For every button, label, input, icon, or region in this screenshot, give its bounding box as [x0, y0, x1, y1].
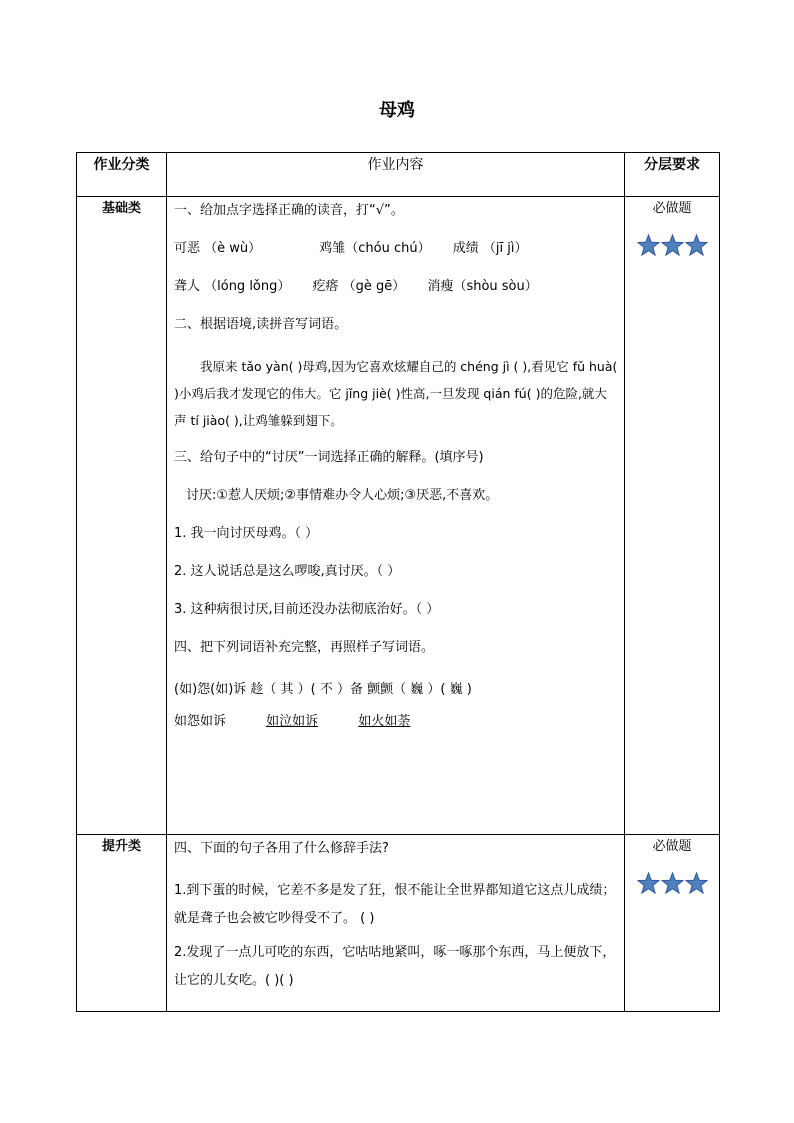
q3-item-3: 3. 这种病很讨厌,目前还没办法彻底治好。（ ）: [174, 602, 440, 617]
star-icon: [685, 872, 708, 895]
header-row: [77, 153, 720, 197]
q4-title: 四、把下列词语补充完整，再照样子写词语。: [174, 640, 435, 655]
star-icon: [661, 872, 684, 895]
basic-content: [167, 197, 625, 835]
star-icon: [661, 234, 684, 257]
q3-item-1: 1. 我一向讨厌母鸡。（ ）: [174, 526, 319, 541]
advanced-stars: [625, 872, 719, 895]
header-category: 作业分类: [77, 153, 167, 197]
advanced-content: [167, 835, 625, 1012]
basic-category: 基础类: [77, 197, 167, 835]
advanced-category: 提升类: [77, 835, 167, 1012]
page-title: 母鸡: [379, 100, 415, 121]
q3-definition: 讨厌:①惹人厌烦;②事情难办令人心烦;③厌恶,不喜欢。: [186, 488, 499, 503]
q4-words: (如)怨(如)诉 趁（ 其 ）( 不 ）备 颤颤（ 巍 ）( 巍 ): [174, 682, 472, 697]
q4-example: 如怨如诉 如泣如诉 如火如荼: [174, 714, 411, 729]
advanced-requirement: [625, 835, 720, 1012]
adv-q-title: 四、下面的句子各用了什么修辞手法?: [174, 841, 389, 856]
q3-item-2: 2. 这人说话总是这么啰唆,真讨厌。（ ）: [174, 564, 401, 579]
star-icon: [637, 872, 660, 895]
star-icon: [637, 234, 660, 257]
adv-q2: 2.发现了一点儿可吃的东西，它咕咕地紧叫，啄一啄那个东西，马上便放下，让它的儿女吃。( )( ): [174, 945, 616, 988]
q1-title: 一、给加点字选择正确的读音，打“√”。: [174, 203, 404, 218]
q1-row2: 聋人 （lóng lǒng） 疙瘩 （gè gē） 消瘦（shòu sòu）: [174, 279, 538, 294]
q2-paragraph: 我原来 tǎo yàn( )母鸡,因为它喜欢炫耀自己的 chéng jì ( ),看见它 fǔ huà( )小鸡后我才发现它的伟大。它 jǐng jiè( )性高,一旦发现 qián fú( )的危险,就大声 tí jiào( ),让鸡雏躲到翅下。: [174, 359, 618, 428]
star-icon: [685, 234, 708, 257]
adv-q1: 1.到下蛋的时候，它差不多是发了狂，恨不能让全世界都知道它这点儿成绩；就是聋子也会被它吵得受不了。 ( ): [174, 883, 616, 926]
q2-title: 二、根据语境,读拼音写词语。: [174, 317, 348, 332]
basic-requirement-label: 必做题: [652, 201, 692, 216]
q3-title: 三、给句子中的“讨厌”一词选择正确的解释。(填序号): [174, 450, 484, 465]
basic-row: [77, 197, 720, 835]
basic-requirement: [625, 197, 720, 835]
advanced-requirement-label: 必做题: [652, 839, 692, 854]
header-requirement: 分层要求: [625, 153, 720, 197]
advanced-row: [77, 835, 720, 1012]
basic-stars: [625, 234, 719, 257]
q1-row1: 可恶 （è wù） 鸡雏（chóu chú） 成绩 （jī jì）: [174, 241, 528, 256]
header-content: 作业内容: [167, 153, 625, 197]
homework-table: [76, 152, 720, 1012]
